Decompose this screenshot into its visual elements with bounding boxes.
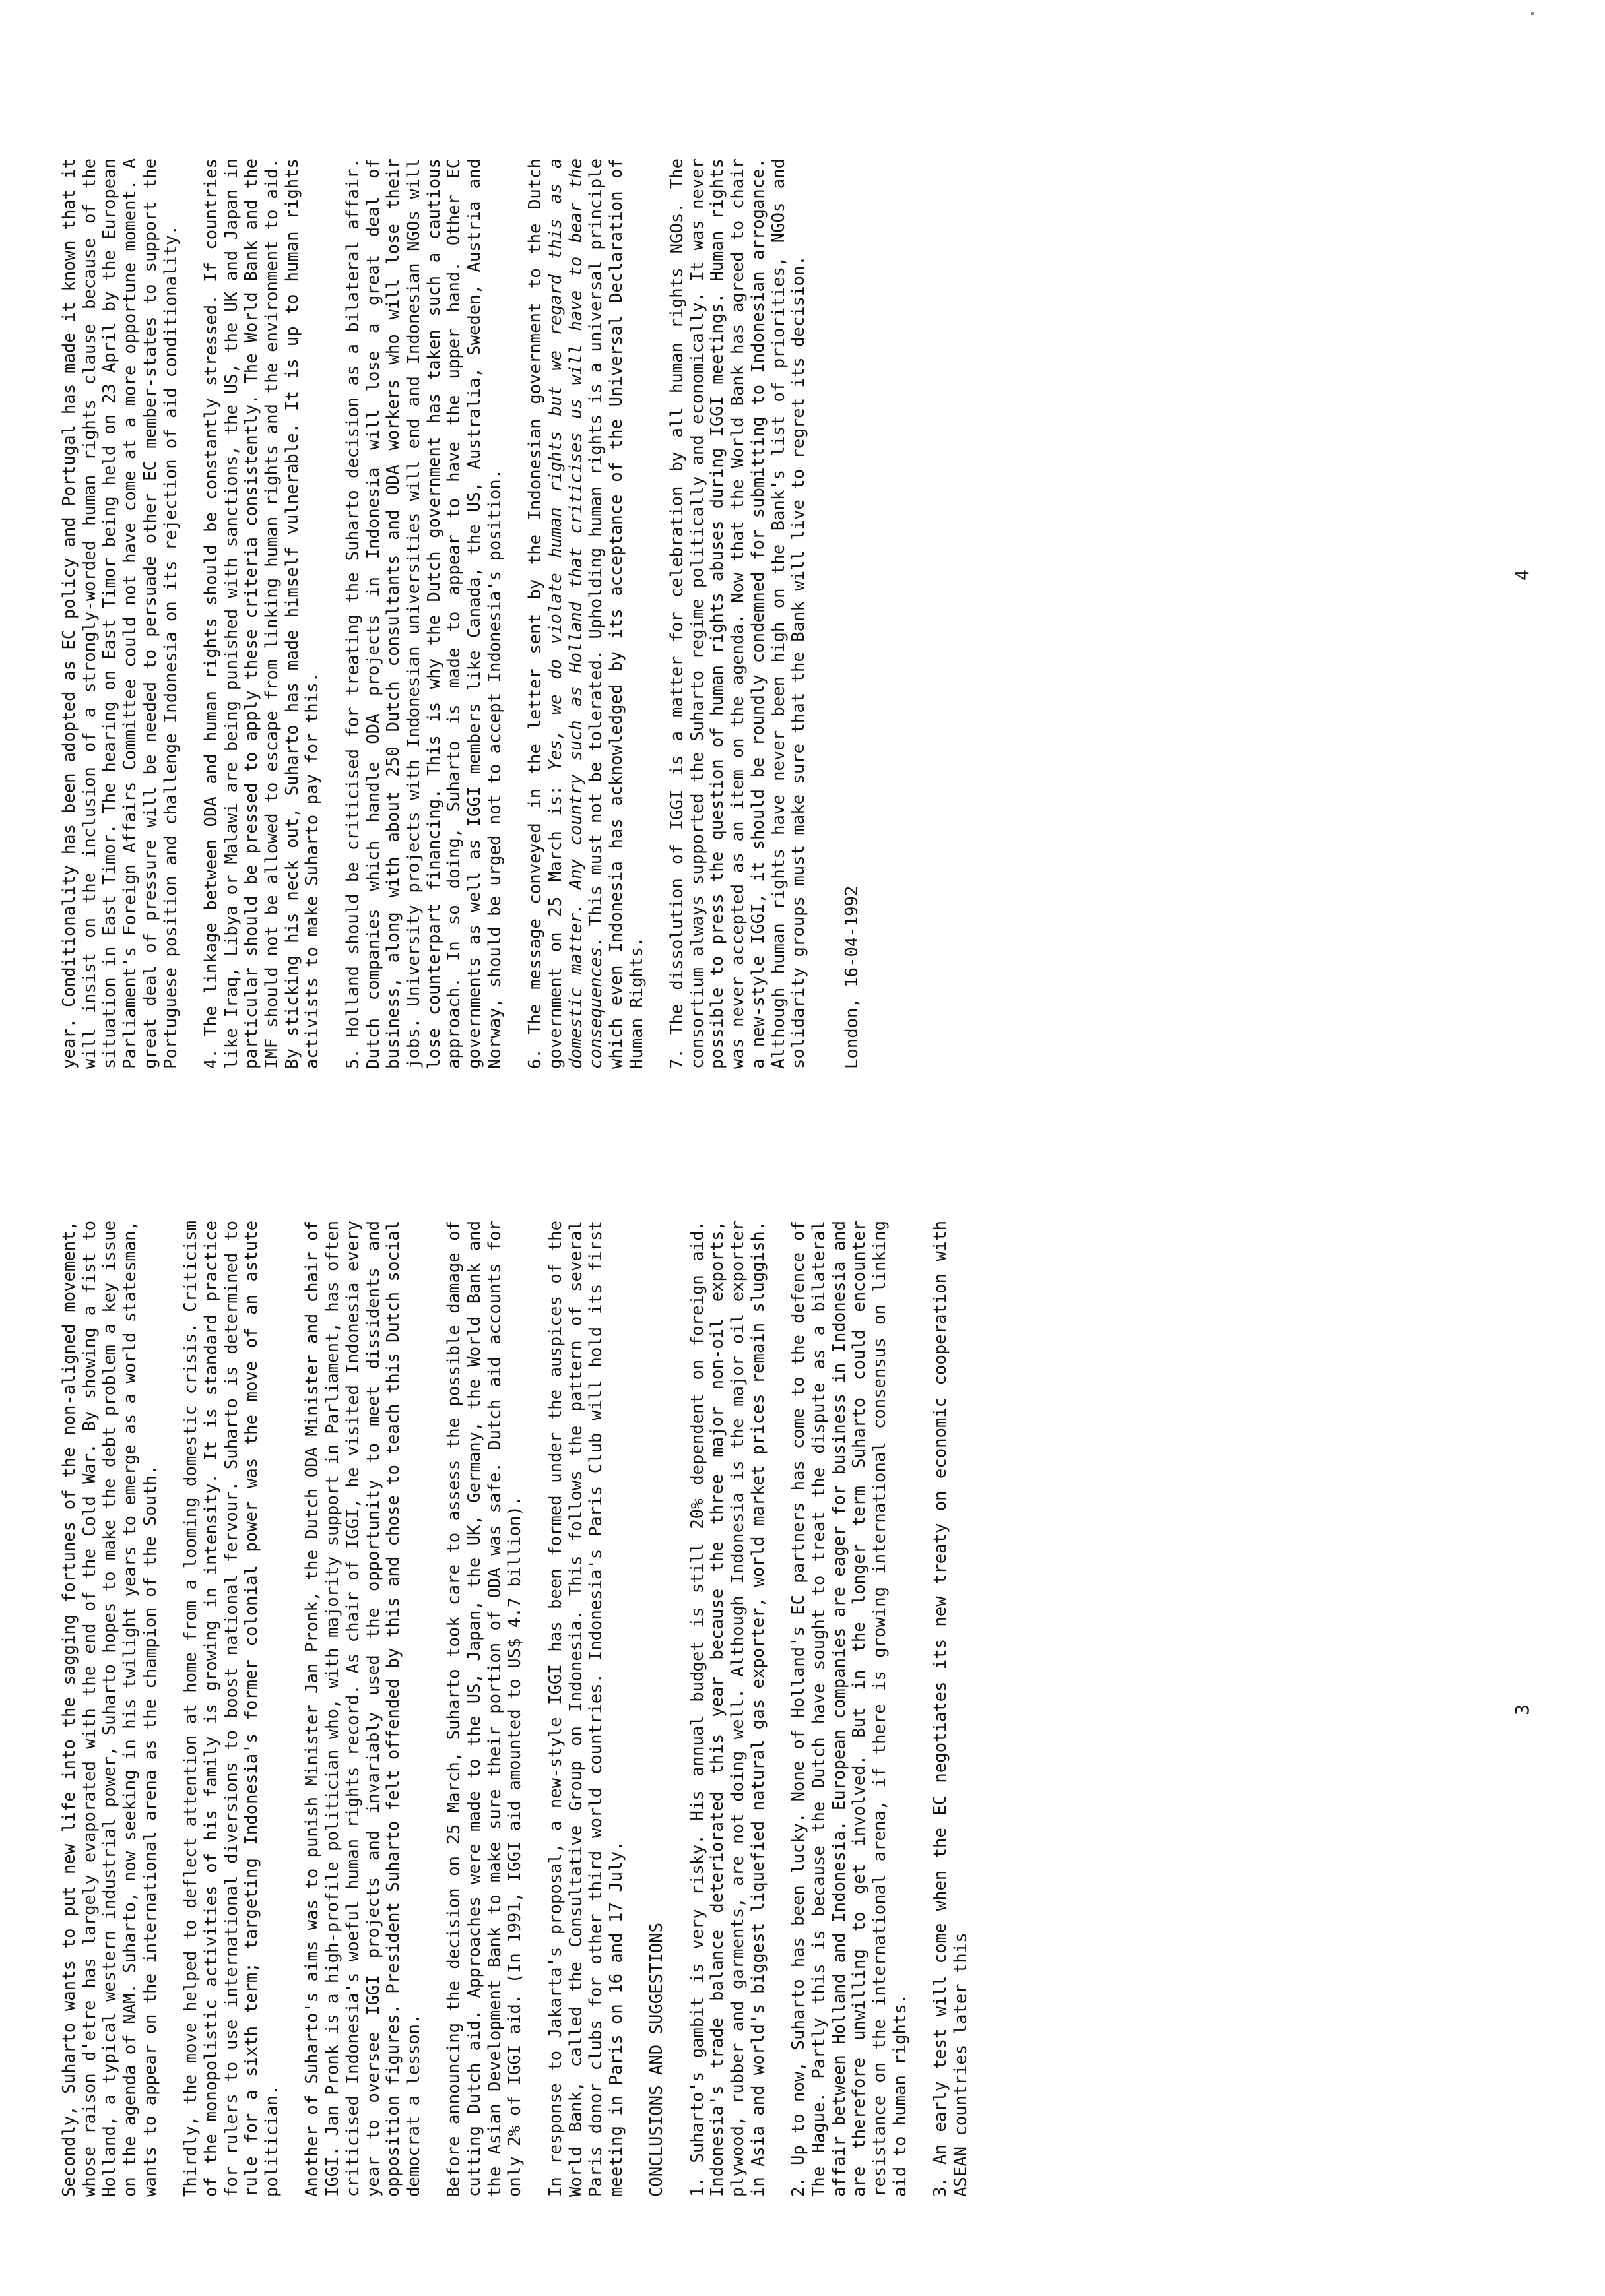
paragraph-before-announcing: Before announcing the decision on 25 March, Suharto took care to assess the possible damage of cutting Dutch aid. Approaches were made to the US, Japan, the UK, Germany, the World Bank and the Asian Development Bank to make sure their portion of ODA was safe. Dutch aid accounts for only 2% of IGGI aid. (In 1991, IGGI aid amounted to US$ 4.7 billion). (444, 1221, 525, 2197)
page-3-text-column (59, 1221, 991, 2197)
paragraph-secondly: Secondly, Suharto wants to put new life into the sagging fortunes of the non-aligned movement, whose raison d'etre has largely evaporated with the end of the Cold War. By showing a fist to Holland, a typical western industrial power, Suharto hopes to make the debt problem a key issue on the agenda of NAM. Suharto, now seeking in his twilight years to emerge as a world statesman, wants to appear on the international arena as the champion of the South. (59, 1221, 160, 2197)
point-6 (525, 158, 647, 1069)
point-2: 2. Up to now, Suharto has been lucky. None of Holland's EC partners has come to the defence of The Hague. Partly this is because the Dutch have sought to treat the dispute as a bilateral affair between Holland and Indonesia. European companies are eager for business in Indonesia and are therefore unwilling to get involved. But in the longer term Suharto could encounter resistance on the international arena, if there is growing international consensus on linking aid to human rights. (789, 1221, 910, 2197)
page-number-4: 4 (1511, 569, 1533, 581)
paragraph-jakarta-proposal: In response to Jakarta's proposal, a new-style IGGI has been formed under the auspices of the World Bank, called the Consultative Group on Indonesia. This follows the pattern of several Paris donor clubs for other third world countries. Indonesia's Paris Club will hold its first meeting in Paris on 16 and 17 July. (545, 1221, 626, 2197)
paragraph-thirdly: Thirdly, the move helped to deflect attention at home from a looming domestic crisis. Criticism of the monopolistic activities of his family is growing in intensity. It is standard practice for rulers to use international diversions to boost national fervour. Suharto is determined to rule for a sixth term; targeting Indonesia's former colonial power was the move of an astute politician. (181, 1221, 282, 2197)
point-6-intro: 6. The message conveyed in the letter sent by the Indonesian government to the Dutch government on 25 March is: (525, 158, 566, 1069)
point-5: 5. Holland should be criticised for treating the Suharto decision as a bilateral affair. Dutch companies which handle ODA projects in Indonesia will lose a great deal of business, along with about 250 Dutch consultants and ODA workers who will lose their jobs. University projects with Indonesian universities will end and Indonesian NGOs will lose counterpart financing. This is why the Dutch government has taken such a cautious approach. In so doing, Suharto is made to appear to have the upper hand. Other EC governments as well as IGGI members like Canada, the US, Australia, Sweden, Austria and Norway, should be urged not to accept Indonesia's position. (343, 158, 505, 1069)
point-7: 7. The dissolution of IGGI is a matter for celebration by all human rights NGOs. The consortium always supported the Suharto regime politically and economically. It was never possible to press the question of human rights abuses during IGGI meetings. Human rights was never accepted as an item on the agenda. Now that the World Bank has agreed to chair a new-style IGGI, it should be roundly condemned for submitting to Indonesian arrogance. Although human rights have never been high on the Bank's list of priorities, NGOs and solidarity groups must make sure that the Bank will live to regret its decision. (667, 158, 809, 1069)
page-3 (0, 1148, 1605, 2296)
place-date: London, 16-04-1992 (841, 885, 862, 1069)
scan-mark (1531, 12, 1534, 15)
point-1: 1. Suharto's gambit is very risky. His annual budget is still 20% dependent on foreign aid. Indonesia's trade balance deteriorated this year because the three major non-oil exports, plywood, rubber and garments, are not doing well. Although Indonesia is the major oil exporter in Asia and world's biggest liquefied natural gas exporter, world market prices remain sluggish. (687, 1221, 768, 2197)
point-6-rest: . This must not be tolerated. Upholding human rights is a universal principle which even Indonesia has acknowledged by its acceptance of the Universal Declaration of Human Rights. (586, 158, 647, 1069)
point-6-quote: Yes, we do violate human rights but we regard this as a domestic matter. Any country such as Holland that criticises us will have to bear the consequences (545, 158, 606, 1069)
paragraph-conditionality: year. Conditionality has been adopted as EC policy and Portugal has made it known that it will insist on the inclusion of a strongly-worded human rights clause because of the situation in East Timor. The hearing on East Timor being held on 23 April by the European Parliament's Foreign Affairs Committee could not have come at a more opportune moment. A great deal of pressure will be needed to persuade other EC member-states to support the Portuguese position and challenge Indonesia on its rejection of aid conditionality. (59, 158, 181, 1069)
page-4-text-column (59, 158, 882, 1069)
point-4: 4. The linkage between ODA and human rights should be constantly stressed. If countries like Iraq, Libya or Malawi are being punished with sanctions, the US, the UK and Japan in particular should be pressed to apply these criteria consistently. The World Bank and the IMF should not be allowed to escape from linking human rights and the environment to aid. By sticking his neck out, Suharto has made himself vulnerable. It is up to human rights activists to make Suharto pay for this. (201, 158, 323, 1069)
paragraph-jan-pronk: Another of Suharto's aims was to punish Minister Jan Pronk, the Dutch ODA Minister and chair of IGGI. Jan Pronk is a high-profile politician who, with majority support in Parliament, has often criticised Indonesia's woeful human rights record. As chair of IGGI, he visited Indonesia every year to oversee IGGI projects and invariably used the opportunity to meet dissidents and opposition figures. President Suharto felt offended by this and chose to teach this Dutch social democrat a lesson. (302, 1221, 424, 2197)
section-heading: CONCLUSIONS AND SUGGESTIONS (647, 1922, 667, 2197)
point-3: 3. An early test will come when the EC negotiates its new treaty on economic cooperation with ASEAN countries later this (931, 1221, 971, 2197)
page-number-3: 3 (1511, 1704, 1533, 1715)
